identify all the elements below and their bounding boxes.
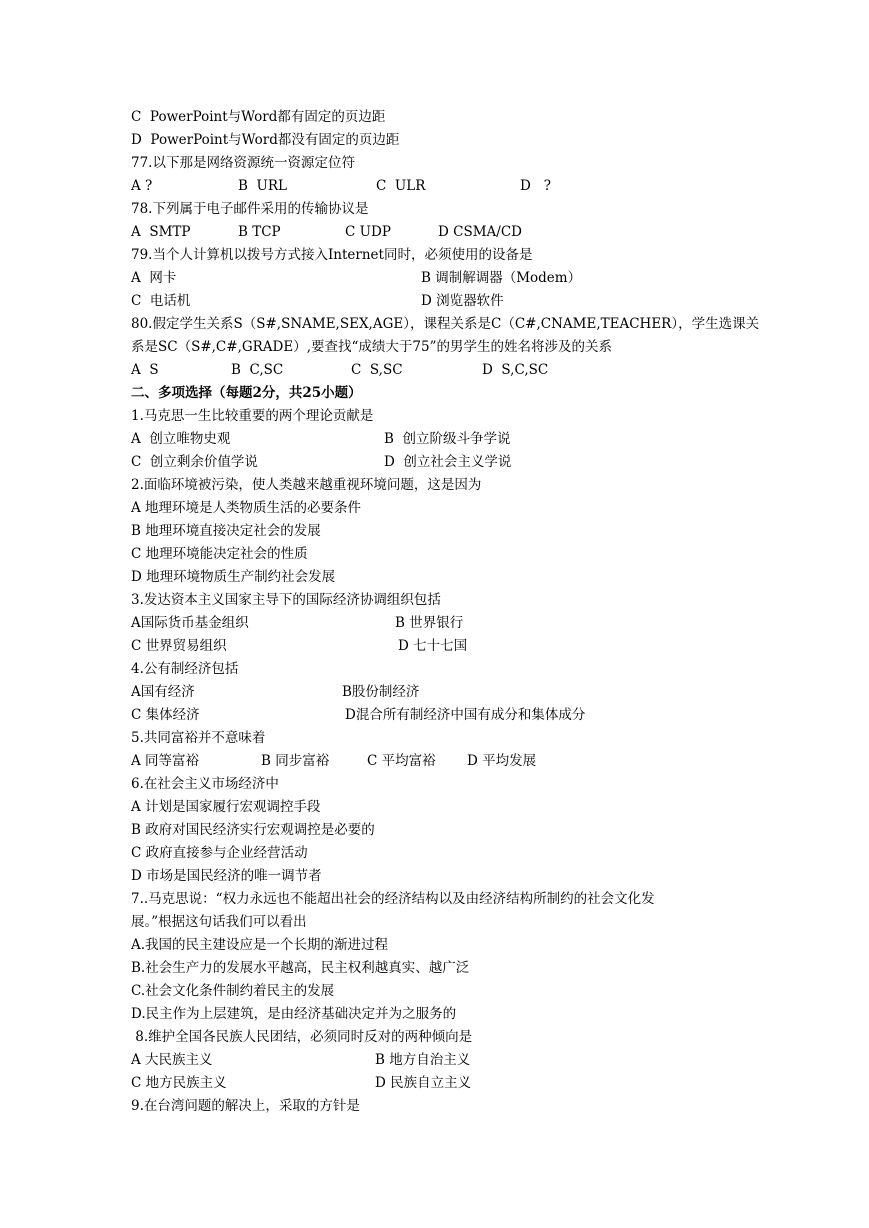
- text-line: 2.面临环境被污染，使人类越来越重视环境问题，这是因为: [131, 477, 482, 493]
- text-line: 8.维护全国各民族人民团结，必须同时反对的两种倾向是: [131, 1029, 473, 1045]
- text-line: 1.马克思一生比较重要的两个理论贡献是: [131, 408, 374, 424]
- text-line: 80.假定学生关系S（S#,SNAME,SEX,AGE），课程关系是C（C#,CNAME,TEACHER），学生选课关: [131, 316, 760, 332]
- option-text: C UDP: [345, 224, 391, 240]
- text-line: C 地理环境能决定社会的性质: [131, 546, 308, 562]
- option-text: D 浏览器软件: [421, 293, 504, 309]
- text-line: A 计划是国家履行宏观调控手段: [131, 799, 321, 815]
- option-text: A 创立唯物史观: [131, 431, 231, 447]
- text-line: 7..马克思说：“权力永远也不能超出社会的经济结构以及由经济结构所制约的社会文化发: [131, 891, 655, 907]
- text-line: 3.发达资本主义国家主导下的国际经济协调组织包括: [131, 592, 441, 608]
- option-text: A S: [131, 362, 159, 378]
- option-text: B TCP: [238, 224, 281, 240]
- text-line: D 市场是国民经济的唯一调节者: [131, 868, 322, 884]
- option-text: B 同步富裕: [261, 753, 330, 769]
- text-line: 9.在台湾问题的解决上，采取的方针是: [131, 1098, 360, 1114]
- option-text: C S,SC: [351, 362, 403, 378]
- option-text: B 创立阶级斗争学说: [384, 431, 511, 447]
- option-text: A国际货币基金组织: [131, 615, 249, 631]
- option-text: D S,C,SC: [482, 362, 549, 378]
- text-line: A 地理环境是人类物质生活的必要条件: [131, 500, 362, 516]
- option-text: C ULR: [376, 178, 426, 194]
- option-text: A 大民族主义: [131, 1052, 213, 1068]
- text-line: 展。”根据这句话我们可以看出: [131, 914, 307, 930]
- option-text: D 创立社会主义学说: [384, 454, 512, 470]
- text-line: A.我国的民主建设应是一个长期的渐进过程: [131, 937, 389, 953]
- option-text: C 世界贸易组织: [131, 638, 227, 654]
- section-heading: 二、多项选择（每题2分，共25小题）: [131, 385, 362, 401]
- option-text: D 民族自立主义: [375, 1075, 472, 1091]
- text-line: 77.以下那是网络资源统一资源定位符: [131, 155, 355, 171]
- option-text: A SMTP: [131, 224, 191, 240]
- option-text: B 地方自治主义: [375, 1052, 471, 1068]
- option-text: B 世界银行: [395, 615, 464, 631]
- text-line: 系是SC（S#,C#,GRADE）,要查找“成绩大于75”的男学生的姓名将涉及的关系: [131, 339, 613, 355]
- text-line: 6.在社会主义市场经济中: [131, 776, 279, 792]
- option-text: A国有经济: [131, 684, 195, 700]
- text-line: B 地理环境直接决定社会的发展: [131, 523, 321, 539]
- option-text: D ?: [520, 178, 551, 194]
- option-text: A ?: [131, 178, 153, 194]
- option-text: B URL: [238, 178, 288, 194]
- text-line: B 政府对国民经济实行宏观调控是必要的: [131, 822, 375, 838]
- option-text: D 平均发展: [467, 753, 537, 769]
- text-line: C.社会文化条件制约着民主的发展: [131, 983, 335, 999]
- option-text: B股份制经济: [342, 684, 420, 700]
- option-text: C 地方民族主义: [131, 1075, 227, 1091]
- option-text: C 集体经济: [131, 707, 200, 723]
- option-text: B 调制解调器（Modem）: [421, 270, 582, 286]
- text-line: D 地理环境物质生产制约社会发展: [131, 569, 336, 585]
- option-text: C 电话机: [131, 293, 191, 309]
- option-text: A 同等富裕: [131, 753, 200, 769]
- option-text: D混合所有制经济中国有成分和集体成分: [345, 707, 586, 723]
- option-text: A 网卡: [131, 270, 177, 286]
- option-text: B C,SC: [231, 362, 284, 378]
- text-line: C 政府直接参与企业经营活动: [131, 845, 308, 861]
- option-text: D CSMA/CD: [438, 224, 522, 240]
- text-line: D.民主作为上层建筑，是由经济基础决定并为之服务的: [131, 1006, 457, 1022]
- option-text: C 平均富裕: [367, 753, 436, 769]
- text-line: C PowerPoint与Word都有固定的页边距: [131, 109, 386, 125]
- text-line: 4.公有制经济包括: [131, 661, 239, 677]
- option-text: D 七十七国: [398, 638, 468, 654]
- text-line: 79.当个人计算机以拨号方式接入Internet同时，必须使用的设备是: [131, 247, 533, 263]
- text-line: D PowerPoint与Word都没有固定的页边距: [131, 132, 400, 148]
- text-line: B.社会生产力的发展水平越高，民主权利越真实、越广泛: [131, 960, 470, 976]
- text-line: 5.共同富裕并不意味着: [131, 730, 266, 746]
- option-text: C 创立剩余价值学说: [131, 454, 258, 470]
- text-line: 78.下列属于电子邮件采用的传输协议是: [131, 201, 369, 217]
